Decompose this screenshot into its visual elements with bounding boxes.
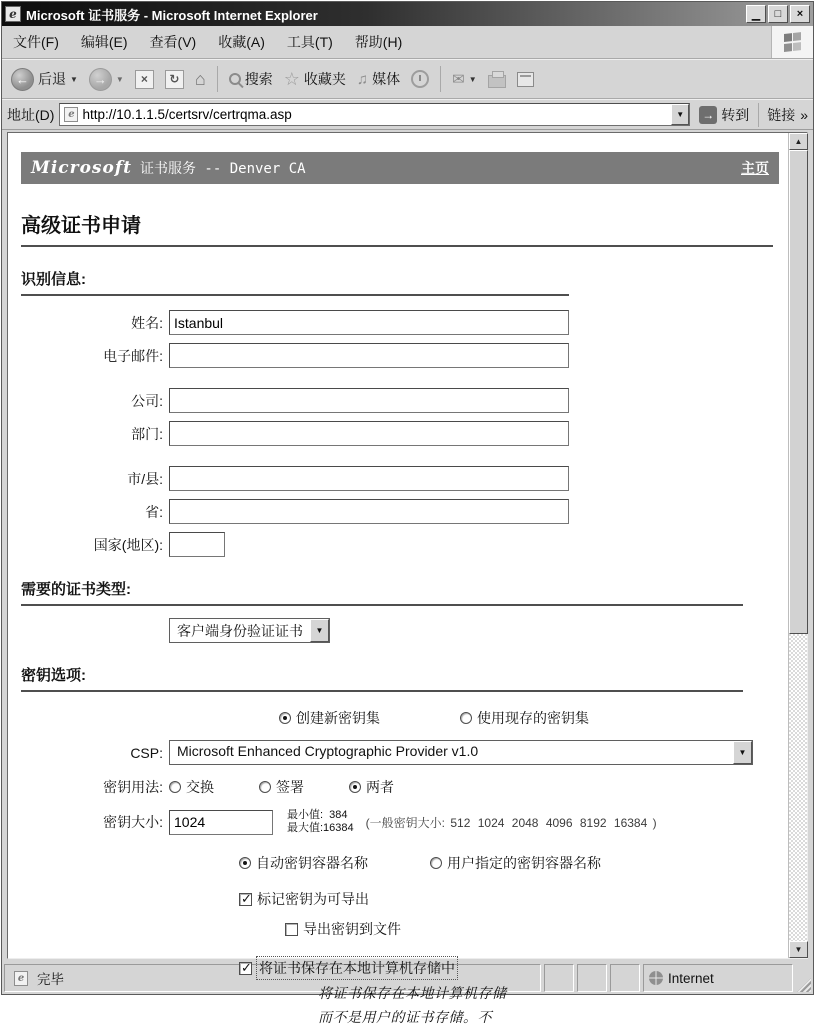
key-options-rule bbox=[21, 690, 743, 692]
title-rule bbox=[21, 245, 773, 247]
scroll-down-icon[interactable]: ▼ bbox=[789, 941, 808, 958]
use-existing-keyset-label: 使用现存的密钥集 bbox=[477, 710, 589, 726]
auto-container-option[interactable] bbox=[239, 853, 368, 873]
country-field[interactable] bbox=[169, 532, 225, 557]
back-label: 后退 bbox=[38, 71, 66, 87]
scrollbar-thumb[interactable] bbox=[789, 150, 808, 634]
csp-row bbox=[21, 740, 779, 765]
forward-icon: → bbox=[89, 68, 112, 91]
key-size-minmax bbox=[287, 809, 354, 835]
form-gap bbox=[21, 368, 779, 380]
address-bar bbox=[2, 99, 813, 130]
maximize-button[interactable]: □ bbox=[768, 5, 788, 23]
create-new-keyset-option[interactable] bbox=[279, 708, 380, 728]
media-icon: ♫ bbox=[356, 70, 369, 88]
key-size-link-1024[interactable]: 1024 bbox=[477, 815, 505, 830]
vertical-scrollbar[interactable] bbox=[788, 133, 807, 958]
stop-button[interactable] bbox=[132, 68, 157, 91]
usage-signature-option[interactable] bbox=[259, 777, 304, 797]
use-existing-keyset-option[interactable] bbox=[460, 708, 589, 728]
browser-window bbox=[1, 1, 814, 1025]
usage-exchange-option[interactable] bbox=[169, 777, 214, 797]
address-dropdown-icon[interactable]: ▼ bbox=[671, 104, 689, 125]
max-value-line: 最大值:16384 bbox=[287, 822, 354, 834]
microsoft-brand: Microsoft bbox=[31, 158, 132, 178]
resize-grip[interactable] bbox=[797, 978, 811, 992]
key-size-row bbox=[21, 809, 779, 835]
email-field[interactable] bbox=[169, 343, 569, 368]
standard-toolbar bbox=[2, 59, 813, 99]
windows-logo bbox=[771, 26, 813, 58]
page-title: 高级证书申请 bbox=[21, 215, 141, 237]
key-size-link-512[interactable]: 512 bbox=[450, 815, 471, 830]
common-sizes-close: ) bbox=[652, 815, 657, 830]
department-field[interactable] bbox=[169, 421, 569, 446]
department-label: 部门: bbox=[131, 425, 163, 442]
minimize-button[interactable]: ▁ bbox=[746, 5, 766, 23]
exportable-label: 标记密钥为可导出 bbox=[257, 891, 369, 907]
email-label: 电子邮件: bbox=[103, 347, 163, 364]
key-size-field[interactable] bbox=[169, 810, 273, 835]
toolbar-separator-2 bbox=[440, 66, 441, 92]
status-text: 完毕 bbox=[37, 972, 64, 987]
cert-type-rule bbox=[21, 604, 743, 606]
refresh-icon: ↻ bbox=[165, 70, 184, 89]
name-label: 姓名: bbox=[131, 314, 163, 331]
company-row bbox=[21, 388, 779, 413]
use-existing-keyset-radio[interactable] bbox=[460, 712, 472, 724]
cert-type-selected-value: 客户端身份验证证书 bbox=[177, 623, 303, 639]
export-file-label: 导出密钥到文件 bbox=[303, 921, 401, 937]
key-usage-label: 密钥用法: bbox=[103, 779, 163, 795]
usage-signature-radio[interactable] bbox=[259, 781, 271, 793]
history-icon bbox=[411, 70, 429, 88]
links-chevron-icon[interactable]: » bbox=[800, 106, 808, 123]
user-container-label: 用户指定的密钥容器名称 bbox=[447, 855, 601, 871]
email-row bbox=[21, 343, 779, 368]
usage-exchange-label: 交换 bbox=[186, 779, 214, 795]
city-field[interactable] bbox=[169, 466, 569, 491]
city-label: 市/县: bbox=[127, 470, 163, 487]
local-store-note-line2: 而不是用户的证书存储。不 bbox=[318, 1009, 492, 1025]
department-row bbox=[21, 421, 779, 446]
search-label: 搜索 bbox=[244, 71, 273, 87]
common-key-sizes bbox=[366, 814, 657, 831]
export-file-checkbox[interactable] bbox=[285, 923, 298, 936]
scroll-up-icon[interactable]: ▲ bbox=[789, 133, 808, 150]
mail-button[interactable] bbox=[449, 68, 480, 90]
exportable-checkbox[interactable] bbox=[239, 893, 252, 906]
search-button[interactable] bbox=[226, 67, 276, 91]
toolbar-separator bbox=[217, 66, 218, 92]
menu-edit[interactable]: 编辑(E) bbox=[80, 34, 128, 50]
home-page-link[interactable]: 主页 bbox=[741, 161, 769, 177]
identifying-rule bbox=[21, 294, 569, 296]
cert-type-select[interactable] bbox=[169, 618, 330, 643]
history-button[interactable] bbox=[408, 68, 432, 90]
local-store-row bbox=[239, 957, 779, 979]
company-label: 公司: bbox=[131, 392, 163, 409]
country-label: 国家(地区): bbox=[93, 536, 163, 553]
search-icon bbox=[229, 73, 241, 85]
keyset-row bbox=[279, 708, 779, 728]
user-container-radio[interactable] bbox=[430, 857, 442, 869]
country-row bbox=[21, 532, 779, 557]
export-file-option[interactable] bbox=[285, 919, 401, 939]
key-size-link-4096[interactable]: 4096 bbox=[545, 815, 573, 830]
company-field[interactable] bbox=[169, 388, 569, 413]
usage-both-radio[interactable] bbox=[349, 781, 361, 793]
edit-button[interactable] bbox=[514, 70, 537, 89]
banner-service-title: 证书服务 -- Denver CA bbox=[140, 161, 306, 177]
links-bar[interactable] bbox=[758, 103, 808, 127]
local-store-note-line1: 将证书保存在本地计算机存储 bbox=[318, 985, 507, 1001]
status-page-icon: e bbox=[14, 971, 28, 986]
menu-view[interactable]: 查看(V) bbox=[149, 34, 197, 50]
edit-icon bbox=[517, 72, 534, 87]
ie-app-icon: e bbox=[5, 6, 21, 22]
key-usage-row bbox=[21, 777, 779, 797]
key-size-link-16384[interactable]: 16384 bbox=[613, 815, 648, 830]
usage-both-option[interactable] bbox=[349, 777, 394, 797]
create-new-keyset-radio[interactable] bbox=[279, 712, 291, 724]
cert-type-row bbox=[169, 618, 779, 643]
menu-help[interactable]: 帮助(H) bbox=[354, 34, 403, 50]
state-field[interactable] bbox=[169, 499, 569, 524]
create-new-keyset-label: 创建新密钥集 bbox=[296, 710, 380, 726]
stop-icon: × bbox=[135, 70, 154, 89]
min-value-line: 最小值: 384 bbox=[287, 809, 348, 821]
form-gap-2 bbox=[21, 446, 779, 458]
address-combobox[interactable] bbox=[59, 103, 690, 126]
media-label: 媒体 bbox=[372, 71, 401, 87]
key-size-link-8192[interactable]: 8192 bbox=[579, 815, 607, 830]
mail-dropdown-icon[interactable]: ▼ bbox=[468, 74, 477, 84]
key-size-link-2048[interactable]: 2048 bbox=[511, 815, 539, 830]
go-arrow-icon: → bbox=[699, 106, 717, 124]
address-label: 地址(D) bbox=[7, 106, 55, 123]
home-icon: ⌂ bbox=[194, 68, 206, 89]
csp-select[interactable] bbox=[169, 740, 753, 765]
media-button[interactable] bbox=[354, 67, 403, 91]
menu-favorites[interactable]: 收藏(A) bbox=[218, 34, 265, 50]
usage-both-label: 两者 bbox=[366, 779, 394, 795]
key-size-label: 密钥大小: bbox=[103, 814, 163, 830]
menu-spacer bbox=[413, 26, 771, 58]
cert-type-dropdown-icon[interactable]: ▼ bbox=[310, 619, 329, 642]
internet-globe-icon bbox=[649, 971, 663, 985]
local-store-option[interactable] bbox=[239, 957, 457, 979]
common-sizes-open: (一般密钥大小: bbox=[365, 815, 445, 830]
state-row bbox=[21, 499, 779, 524]
menu-bar bbox=[2, 26, 813, 59]
city-row bbox=[21, 466, 779, 491]
go-label: 转到 bbox=[721, 106, 750, 123]
go-button[interactable] bbox=[695, 104, 753, 126]
links-label: 链接 bbox=[767, 106, 796, 123]
menu-file[interactable]: 文件(F) bbox=[13, 34, 59, 50]
back-icon: ← bbox=[11, 68, 34, 91]
local-store-label: 将证书保存在本地计算机存储中 bbox=[257, 957, 457, 979]
windows-flag-icon bbox=[784, 32, 802, 52]
usage-signature-label: 签署 bbox=[276, 779, 304, 795]
print-icon bbox=[488, 75, 506, 88]
print-button[interactable] bbox=[485, 69, 509, 90]
menu-tools[interactable]: 工具(T) bbox=[286, 34, 333, 50]
certsrv-banner bbox=[21, 152, 779, 184]
mail-icon: ✉ bbox=[452, 71, 465, 88]
favorites-label: 收藏夹 bbox=[303, 71, 346, 87]
csp-dropdown-icon[interactable]: ▼ bbox=[733, 741, 752, 764]
forward-button[interactable] bbox=[86, 66, 127, 93]
name-row bbox=[21, 310, 779, 335]
window-title: Microsoft 证书服务 - Microsoft Internet Explorer bbox=[26, 7, 318, 23]
auto-container-radio[interactable] bbox=[239, 857, 251, 869]
title-bar bbox=[2, 2, 813, 26]
exportable-row bbox=[239, 889, 779, 909]
name-field[interactable] bbox=[169, 310, 569, 335]
favorites-button[interactable] bbox=[281, 67, 349, 92]
usage-exchange-radio[interactable] bbox=[169, 781, 181, 793]
home-button[interactable] bbox=[192, 67, 209, 92]
state-label: 省: bbox=[145, 503, 163, 520]
page-icon: e bbox=[64, 107, 78, 122]
section-cert-type: 需要的证书类型: bbox=[21, 581, 131, 598]
exportable-option[interactable] bbox=[239, 889, 369, 909]
back-dropdown-icon[interactable]: ▼ bbox=[70, 74, 78, 84]
export-file-row bbox=[285, 919, 779, 939]
csp-selected-value: Microsoft Enhanced Cryptographic Provider v1.0 bbox=[177, 743, 479, 759]
csp-label: CSP: bbox=[130, 744, 163, 761]
section-identifying-info: 识别信息: bbox=[21, 271, 86, 288]
container-name-row bbox=[239, 853, 779, 873]
section-key-options: 密钥选项: bbox=[21, 667, 86, 684]
local-store-checkbox[interactable] bbox=[239, 962, 252, 975]
back-button[interactable] bbox=[8, 66, 81, 93]
zone-label: Internet bbox=[668, 970, 714, 986]
refresh-button[interactable] bbox=[162, 68, 187, 91]
user-container-option[interactable] bbox=[430, 853, 601, 873]
address-input[interactable] bbox=[82, 107, 671, 122]
close-button[interactable]: × bbox=[790, 5, 810, 23]
favorites-star-icon: ☆ bbox=[283, 68, 300, 89]
auto-container-label: 自动密钥容器名称 bbox=[256, 855, 368, 871]
forward-dropdown-icon[interactable]: ▼ bbox=[115, 74, 124, 84]
